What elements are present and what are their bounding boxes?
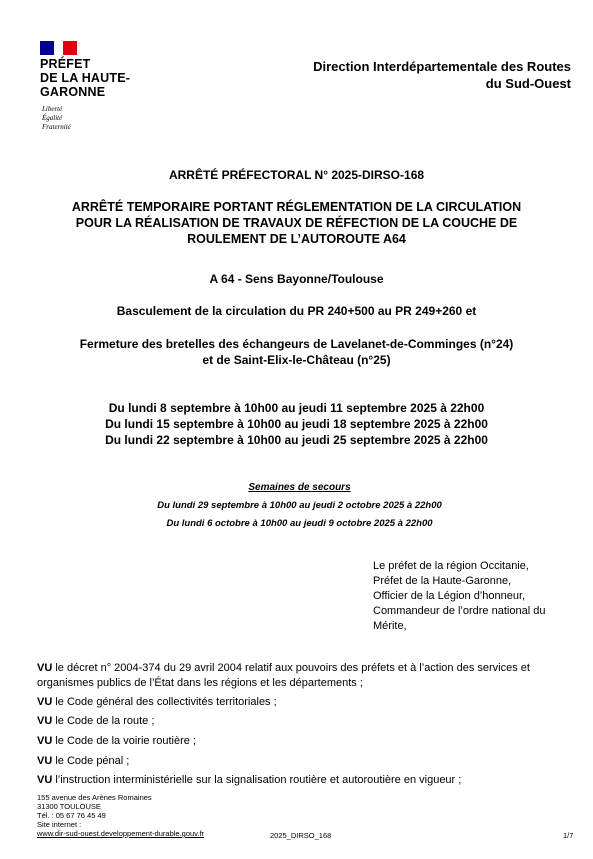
visa-prefix: VU <box>37 735 53 747</box>
website-link[interactable]: www.dir-sud-ouest.developpement-durable.gouv.fr <box>37 829 205 838</box>
secours-title: Semaines de secours <box>248 482 351 493</box>
secours-period: Du lundi 29 septembre à 10h00 au jeudi 2 octobre 2025 à 22h00 <box>157 500 442 511</box>
fermeture-line: Fermeture des bretelles des échangeurs de Lavelanet-de-Comminges (n°24) <box>79 337 514 351</box>
basculement-text: Basculement de la circulation du PR 240+500 au PR 249+260 et <box>116 304 477 318</box>
visa-item <box>37 754 582 769</box>
visa-item <box>37 734 582 749</box>
work-period: Du lundi 15 septembre à 10h00 au jeudi 18 septembre 2025 à 22h00 <box>105 417 488 431</box>
signatory-line: Le préfet de la région Occitanie, <box>373 560 529 572</box>
arrete-title-line: ROULEMENT DE L’AUTOROUTE A64 <box>187 232 406 246</box>
visa-prefix: VU <box>37 755 53 767</box>
footer-line: Tél. : 05 67 76 45 49 <box>37 811 106 820</box>
secours-block <box>3 482 593 529</box>
republique-flag-logo <box>40 41 77 55</box>
visa-item <box>37 695 582 710</box>
devise-line: Liberté <box>42 105 63 113</box>
visa-text: le décret n° 2004-374 du 29 avril 2004 relatif aux pouvoirs des préfets et à l’action des services et organismes publics de l’État dans les régions et les départements ; <box>37 662 530 689</box>
signatory-line: Commandeur de l’ordre national du <box>373 605 546 617</box>
signatory-line: Officier de la Légion d’honneur, <box>373 590 526 602</box>
work-periods <box>0 400 593 448</box>
visa-item <box>37 661 582 691</box>
visa-prefix: VU <box>37 774 53 786</box>
visa-prefix: VU <box>37 696 53 708</box>
footer-line: 31300 TOULOUSE <box>37 802 101 811</box>
arrete-number: ARRÊTÉ PRÉFECTORAL N° 2025-DIRSO-168 <box>168 168 425 182</box>
prefet-line: PRÉFET <box>40 57 91 71</box>
signatory-block <box>373 559 583 634</box>
work-period: Du lundi 22 septembre à 10h00 au jeudi 25 septembre 2025 à 22h00 <box>105 433 488 447</box>
signatory-line: Mérite, <box>373 620 407 632</box>
fermeture-text <box>0 336 593 368</box>
visa-prefix: VU <box>37 662 53 674</box>
work-period: Du lundi 8 septembre à 10h00 au jeudi 11 septembre 2025 à 22h00 <box>108 401 485 415</box>
fermeture-line: et de Saint-Elix-le-Château (n°25) <box>202 353 391 367</box>
signatory-line: Préfet de la Haute-Garonne, <box>373 575 512 587</box>
visa-text: le Code de la voirie routière ; <box>55 735 196 747</box>
arrete-title-line: ARRÊTÉ TEMPORAIRE PORTANT RÉGLEMENTATION DE LA CIRCULATION <box>71 200 522 214</box>
devise-line: Fraternité <box>42 123 71 131</box>
visa-text: le Code de la route ; <box>55 715 155 727</box>
visa-text: l’instruction interministérielle sur la signalisation routière et autoroutière en vigueur ; <box>55 774 462 786</box>
secours-period: Du lundi 6 octobre à 10h00 au jeudi 9 octobre 2025 à 22h00 <box>166 518 433 529</box>
prefet-line: GARONNE <box>40 85 106 99</box>
prefet-line: DE LA HAUTE- <box>40 71 131 85</box>
arrete-title <box>0 199 593 247</box>
visa-text: le Code général des collectivités territoriales ; <box>55 696 277 708</box>
visa-item <box>37 714 582 729</box>
visa-prefix: VU <box>37 715 53 727</box>
prefet-block <box>40 57 130 99</box>
visa-item <box>37 773 582 788</box>
page-number: 1/7 <box>563 831 574 840</box>
devise-line: Égalité <box>42 114 63 122</box>
arrete-title-line: POUR LA RÉALISATION DE TRAVAUX DE RÉFECTION DE LA COUCHE DE <box>75 216 518 230</box>
route-direction: A 64 - Sens Bayonne/Toulouse <box>209 272 384 286</box>
footer-line: Site internet : <box>37 820 82 829</box>
footer-line: 155 avenue des Arènes Romaines <box>37 793 152 802</box>
devise <box>42 105 71 132</box>
direction-heading <box>250 58 571 92</box>
direction-line: Direction Interdépartementale des Routes <box>313 59 571 74</box>
document-reference: 2025_DIRSO_168 <box>270 831 332 840</box>
visa-text: le Code pénal ; <box>55 755 130 767</box>
direction-line: du Sud-Ouest <box>485 76 571 91</box>
footer-address <box>37 793 204 838</box>
